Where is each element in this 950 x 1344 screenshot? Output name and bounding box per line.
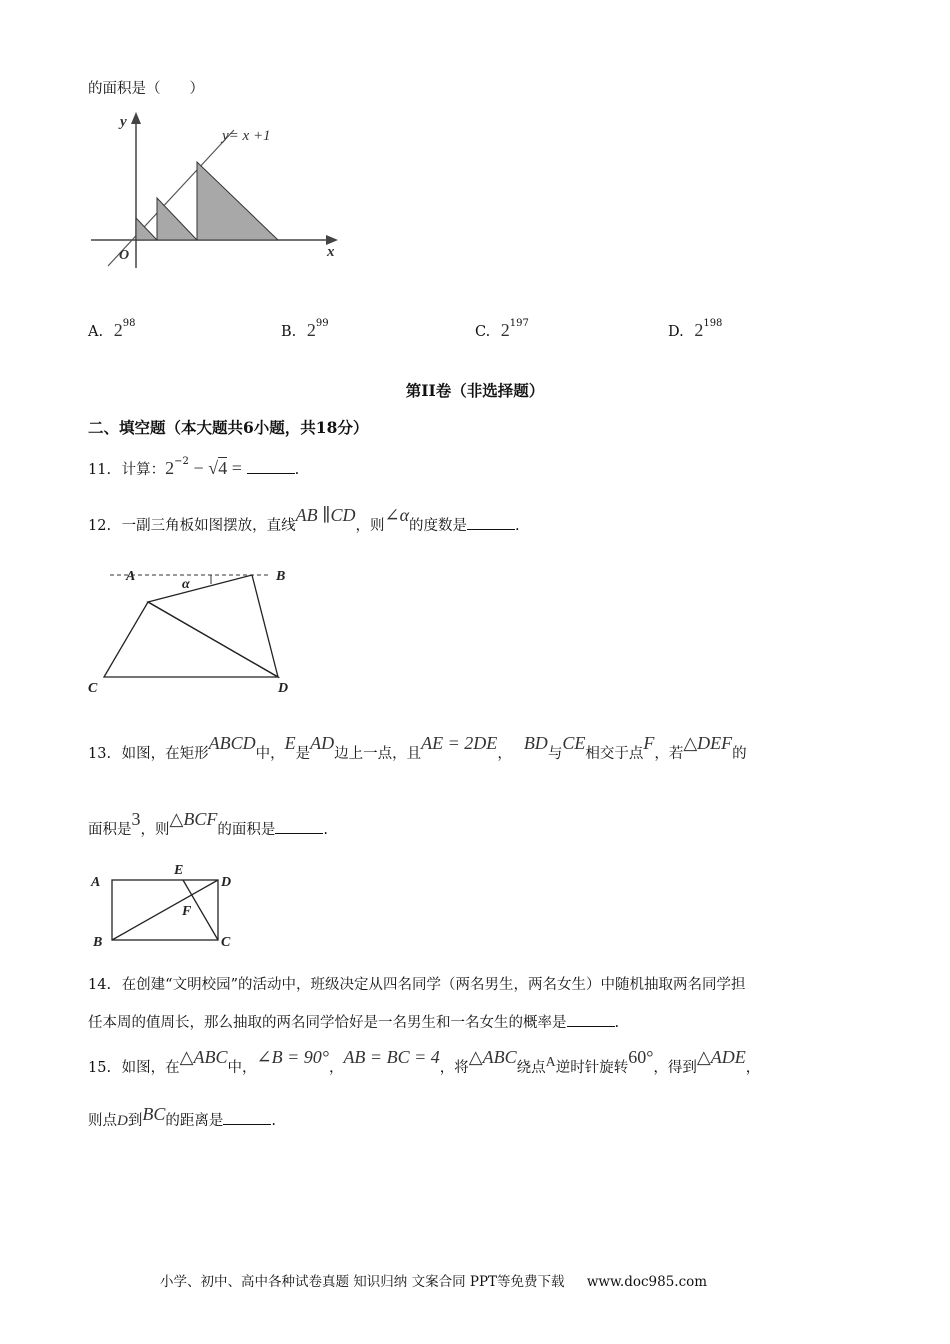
math-expression: 3 (131, 809, 141, 829)
question-text: 与 (547, 746, 563, 762)
question-text: 是 (295, 746, 311, 762)
sqrt-icon: √ (208, 458, 219, 478)
question-text: 则点 (88, 1113, 117, 1129)
point-label-c: C (221, 935, 231, 950)
question-text: 面积是 (88, 822, 132, 838)
option-a (88, 320, 135, 341)
math-exponent: −2 (174, 456, 189, 467)
triangle-set-square-2 (104, 602, 278, 677)
math-expression: ABCD (208, 733, 256, 753)
question-text: 计算： (121, 462, 166, 478)
answer-blank (275, 821, 323, 834)
option-c (475, 320, 529, 341)
option-letter: C. (475, 324, 491, 340)
option-letter: B. (281, 324, 297, 340)
point-label-d: D (278, 681, 289, 696)
question-13-line-1 (88, 733, 747, 763)
question-text: 到 (127, 1113, 143, 1129)
question-11 (88, 458, 299, 479)
answer-blank (467, 517, 515, 530)
option-base: 2 (306, 320, 316, 340)
question-end: . (515, 518, 520, 534)
math-expression: 60° (628, 1047, 654, 1067)
section-title: 第II卷（非选择题） (405, 381, 545, 400)
option-exponent: 197 (509, 318, 529, 329)
math-expression: △ABC (468, 1047, 517, 1067)
question-number: 11. (88, 462, 112, 478)
math-expression: AB = BC = 4 (343, 1047, 440, 1067)
shaded-triangle-3 (197, 162, 278, 240)
question-14-line-1 (88, 973, 746, 994)
question-number: 15. (88, 1060, 112, 1076)
option-exponent: 99 (315, 318, 329, 329)
question-text: 中， (227, 1060, 257, 1076)
math-expression: AE = 2DE (421, 733, 498, 753)
math-equals: = (231, 458, 242, 478)
x-axis-label: x (327, 244, 335, 260)
y-axis-arrow-icon (131, 112, 141, 124)
question-text: 边上一点，且 (334, 746, 422, 762)
math-expression: ∠B = 90° (256, 1047, 329, 1067)
question-text: 相交于点 (585, 746, 644, 762)
question-text: 一副三角板如图摆放，直线 (121, 518, 296, 534)
math-expression: △ADE (696, 1047, 746, 1067)
math-expression: BD (523, 733, 548, 753)
shaded-triangle-2 (157, 198, 197, 240)
question-12 (88, 505, 520, 535)
question-end: . (614, 1015, 620, 1031)
angle-alpha-label: α (182, 577, 190, 592)
question-end: . (271, 1113, 276, 1129)
question-text: 任本周的值周长，那么抽取的两名同学恰好是一名男生和一名女生的概率是 (88, 1015, 567, 1031)
math-expression: E (284, 733, 296, 753)
math-minus: − (193, 458, 204, 478)
question-15-line-2 (88, 1104, 276, 1130)
point-label-c: C (88, 681, 98, 696)
question-number: 12. (88, 518, 112, 534)
option-base: 2 (694, 320, 704, 340)
question-text: 逆时针旋转 (555, 1060, 629, 1076)
question-text: 如图，在矩形 (121, 746, 209, 762)
footer (160, 1270, 707, 1290)
q10-graph-figure (86, 108, 346, 270)
question-text: 如图，在 (121, 1060, 180, 1076)
question-text: ，则 (355, 518, 385, 534)
q12-triangle-figure (86, 562, 300, 696)
origin-label: O (119, 248, 130, 263)
question-14-line-2 (88, 1011, 619, 1032)
math-expression: AD (310, 733, 335, 753)
option-d (668, 320, 722, 341)
math-expression: △ABC (179, 1047, 228, 1067)
question-text: 在创建“文明校园”的活动中，班级决定从四名同学（两名男生，两名女生）中随机抽取两名同学担 (121, 977, 746, 993)
triangle-set-square-1 (148, 575, 278, 677)
math-base: 2 (165, 458, 175, 478)
math-expression: A (545, 1055, 556, 1070)
question-end: . (323, 822, 328, 838)
option-base: 2 (113, 320, 123, 340)
part-2-heading: 二、填空题（本大题共6小题，共18分） (88, 418, 369, 437)
question-text: ，得到 (653, 1060, 697, 1076)
question-text: 中， (255, 746, 285, 762)
y-axis-label: y (120, 114, 127, 130)
point-label-b: B (93, 935, 103, 950)
question-text: ，则 (140, 822, 170, 838)
option-b (281, 320, 329, 341)
answer-blank (223, 1112, 271, 1125)
math-expression: ∠α (384, 505, 410, 525)
footer-url[interactable]: www.doc985.com (586, 1274, 708, 1290)
question-end: . (294, 462, 300, 478)
question-text: 的 (732, 746, 747, 762)
option-exponent: 198 (703, 318, 723, 329)
answer-blank (567, 1014, 615, 1027)
math-expression: △DEF (683, 733, 733, 753)
footer-text: 小学、初中、高中各种试卷真题 知识归纳 文案合同 PPT等免费下载 (160, 1274, 565, 1290)
question-text: 的面积是 (217, 822, 276, 838)
diagonal-bd (112, 880, 218, 940)
question-number: 13. (88, 746, 112, 762)
point-label-e: E (174, 863, 184, 878)
question-15-line-1 (88, 1047, 761, 1077)
math-expression: △BCF (169, 809, 218, 829)
question-text: 绕点 (516, 1060, 546, 1076)
question-text: ， (328, 1060, 344, 1076)
option-base: 2 (500, 320, 510, 340)
option-exponent: 98 (122, 318, 136, 329)
question-text: 的度数是 (409, 518, 468, 534)
math-expression: AB ∥CD (295, 505, 356, 525)
question-text: ， (745, 1060, 761, 1076)
point-label-f: F (182, 904, 192, 919)
question-text: 的距离是 (165, 1113, 224, 1129)
option-letter: D. (668, 324, 684, 340)
answer-blank (247, 461, 295, 474)
question-10-stem-tail: 的面积是（ ） (88, 81, 204, 97)
point-label-b: B (276, 569, 286, 584)
math-expression: BC (142, 1104, 166, 1124)
question-text: ，将 (439, 1060, 469, 1076)
math-expression: D (117, 1113, 128, 1129)
point-label-a: A (126, 569, 136, 584)
option-letter: A. (88, 324, 104, 340)
shaded-triangle-1 (136, 218, 157, 240)
question-text: ， (497, 746, 512, 762)
line-equation-label: y= x +1 (222, 128, 271, 144)
point-label-a: A (91, 875, 101, 890)
math-radicand: 4 (218, 458, 228, 478)
question-13-line-2 (88, 809, 328, 839)
q13-rectangle-figure (86, 858, 244, 952)
question-number: 14. (88, 977, 112, 993)
math-expression: CE (562, 733, 586, 753)
point-label-d: D (221, 875, 232, 890)
math-expression: F (643, 733, 655, 753)
question-text: ，若 (654, 746, 684, 762)
